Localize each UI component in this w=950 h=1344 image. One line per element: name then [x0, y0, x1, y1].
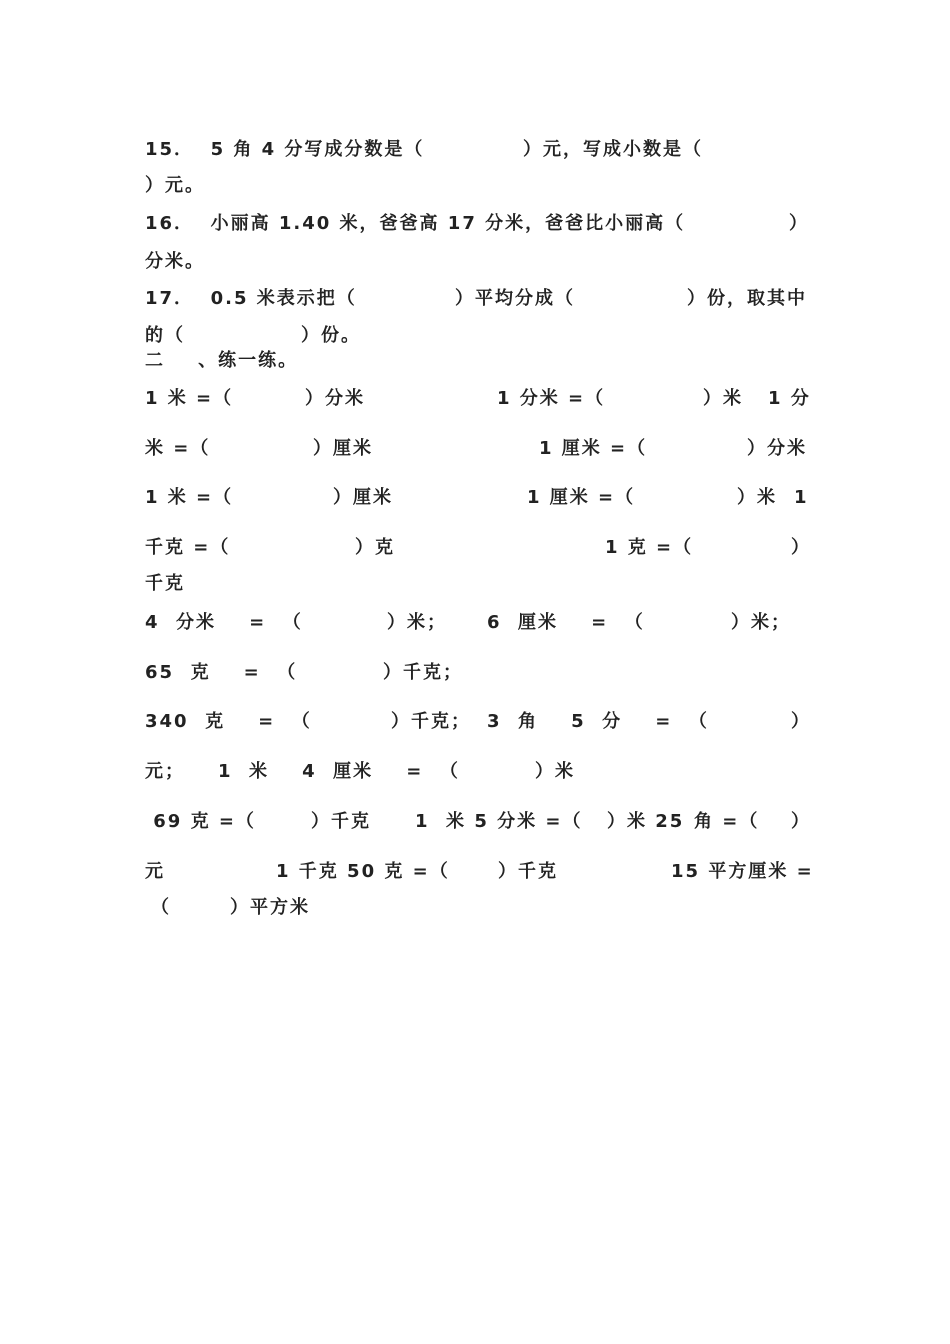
- question-16-line-2: [145, 247, 810, 277]
- exercise-4a-left: 千克 =（: [145, 537, 231, 558]
- question-15-part-b: ）元，写成小数是（: [523, 139, 703, 160]
- exercise-row-3: [145, 483, 810, 513]
- exercise-3c-start: 1: [794, 487, 809, 508]
- exercise-row-1: [145, 384, 810, 414]
- exercise-2a-right: ）厘米: [313, 438, 373, 459]
- section-two-title: 二 、练一练。: [145, 350, 299, 371]
- exercise-1c-start: 1 分: [768, 388, 811, 409]
- exercise-5b-right: ）米；: [731, 612, 791, 633]
- exercise-row-5: [145, 608, 810, 638]
- question-17-part-d: 的（: [145, 325, 185, 346]
- exercise-row-4: [145, 533, 810, 563]
- exercise-9b-left: 1 米 5 分米 =（: [415, 811, 583, 832]
- exercise-2a-left: 米 =（: [145, 438, 211, 459]
- exercise-9a-right: ）千克: [311, 811, 371, 832]
- question-16-line-1: [145, 209, 810, 239]
- exercise-row-4-continued: [145, 569, 810, 599]
- exercise-4a-right: ）克: [355, 537, 395, 558]
- exercise-6-right: ）千克；: [383, 662, 463, 683]
- exercise-8-right: ）米: [535, 761, 575, 782]
- section-two-heading: [145, 346, 810, 376]
- exercise-8-left: 1 米 4 厘米 = （: [218, 761, 460, 782]
- exercise-row-10: [145, 857, 814, 887]
- question-15-part-c: ）元。: [145, 175, 205, 196]
- question-16-part-b: ）: [789, 213, 809, 234]
- exercise-10a-left: 1 千克 50 克 =（: [276, 861, 450, 882]
- exercise-9c-right: ）: [791, 811, 811, 832]
- exercise-3b-left: 1 厘米 =（: [527, 487, 636, 508]
- exercise-5a-left: 4 分米 = （: [145, 612, 303, 633]
- exercise-7b-unit: 元；: [145, 761, 185, 782]
- exercise-9c-left: 角 =（: [694, 811, 760, 832]
- exercise-9c-unit: 元: [145, 861, 165, 882]
- exercise-row-2: [145, 434, 810, 464]
- exercise-10b-right: ）平方米: [230, 897, 310, 918]
- question-16-part-c: 分米。: [145, 251, 205, 272]
- exercise-5a-right: ）米；: [387, 612, 447, 633]
- exercise-7b-right: ）: [791, 711, 811, 732]
- question-16-part-a: 16． 小丽高 1.40 米，爸爸高 17 分米，爸爸比小丽高（: [145, 213, 686, 234]
- exercise-10b-bracket: （: [151, 897, 171, 918]
- exercise-row-9: [145, 807, 810, 837]
- question-15-part-a: 15． 5 角 4 分写成分数是（: [145, 139, 425, 160]
- exercise-3a-right: ）厘米: [333, 487, 393, 508]
- exercise-10a-right: ）千克: [498, 861, 558, 882]
- question-17-part-a: 17． 0.5 米表示把（: [145, 288, 357, 309]
- exercise-1a-right: ）分米: [305, 388, 365, 409]
- exercise-2b-left: 1 厘米 =（: [539, 438, 648, 459]
- exercise-4b-left: 1 克 =（: [605, 537, 694, 558]
- question-17-part-c: ）份，取其中: [687, 288, 807, 309]
- exercise-7a-right: ）千克；: [391, 711, 471, 732]
- exercise-9b-right: ）米 25: [607, 811, 685, 832]
- exercise-7a-left: 340 克 = （: [145, 711, 312, 732]
- exercise-1a-left: 1 米 =（: [145, 388, 234, 409]
- exercise-row-8: [145, 757, 810, 787]
- exercise-7b-left: 3 角 5 分 = （: [487, 711, 709, 732]
- exercise-1b-left: 1 分米 =（: [497, 388, 606, 409]
- exercise-1b-right: ）米: [703, 388, 743, 409]
- exercise-2b-right: ）分米: [747, 438, 807, 459]
- exercise-3a-left: 1 米 =（: [145, 487, 234, 508]
- exercise-10b-left: 15 平方厘米 =: [671, 861, 814, 882]
- exercise-3b-right: ）米: [737, 487, 777, 508]
- exercise-row-6: [145, 658, 810, 688]
- question-17-part-b: ）平均分成（: [455, 288, 575, 309]
- exercise-row-10-continued: [145, 893, 810, 923]
- question-17-part-e: ）份。: [301, 325, 361, 346]
- exercise-6-left: 65 克 = （: [145, 662, 298, 683]
- exercise-4b-unit: 千克: [145, 573, 185, 594]
- exercise-row-7: [145, 707, 810, 737]
- exercise-4b-right: ）: [791, 537, 811, 558]
- question-15-line-2: [145, 171, 810, 201]
- question-17-line-1: [145, 284, 810, 314]
- exercise-9a-left: 69 克 =（: [145, 811, 256, 832]
- question-15-line-1: [145, 135, 810, 165]
- exercise-5b-left: 6 厘米 = （: [487, 612, 645, 633]
